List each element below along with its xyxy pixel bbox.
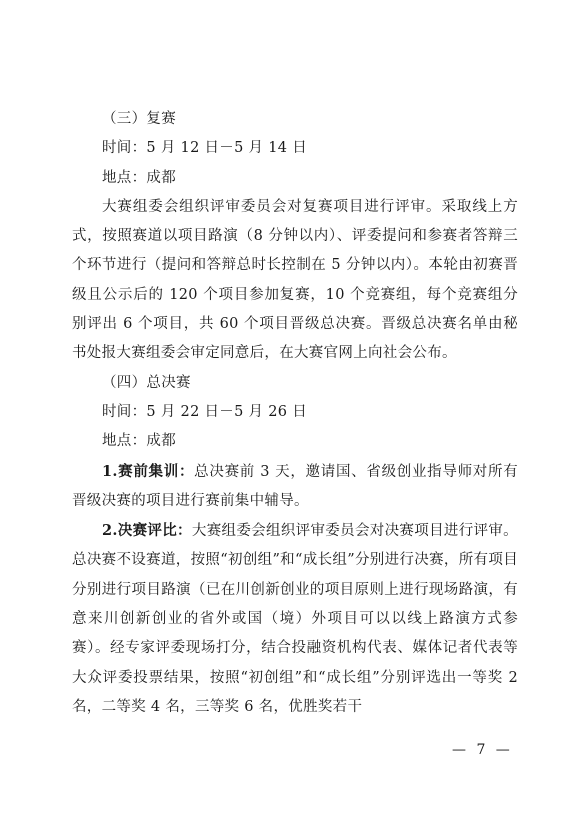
pre-training-text: 总决赛前 3 天，邀请国、省级创业指导师对所有晋级决赛的项目进行赛前集中辅导。 [72,463,518,509]
pre-training-paragraph [72,457,518,517]
pre-training-label: 1.赛前集训： [102,462,195,480]
final-location: 地点：成都 [102,433,176,450]
rematch-paragraph: 大赛组委会组织评审委员会对复赛项目进行评审。采取线上方式，按照赛道以项目路演（8 分钟以内）、评委提问和参赛者答辩三个环节进行（提问和答辩总时长控制在 5 分钟以内）。本轮由初赛晋级且公示后的 120 个项目参加复赛，10 个竞赛组，每个竞赛组分别评出 6 个项目，共 60 个项目晋级总决赛。晋级总决赛名单由秘书处报大赛组委会审定同意后，在大赛官网上向社会公布。 [72,198,518,362]
page-content [72,105,518,722]
final-judging-text: 大赛组委会组织评审委员会对决赛项目进行评审。总决赛不设赛道，按照“初创组”和“成长组”分别进行决赛，所有项目分别进行项目路演（已在川创新创业的项目原则上进行现场路演，有意来川创新创业的省外或国（境）外项目可以以线上路演方式参赛）。经专家评委现场打分，结合投融资机构代表、媒体记者代表等大众评委投票结果，按照“初创组”和“成长组”分别评选出一等奖 2 名，二等奖 4 名，三等奖 6 名，优胜奖若干 [72,523,518,715]
final-judging-label: 2.决赛评比： [102,522,192,540]
final-judging-paragraph [72,516,518,722]
rematch-location: 地点：成都 [102,169,176,186]
page-number: — 7 — [452,742,513,758]
section-heading-rematch: （三）复赛 [102,111,176,127]
final-time: 时间：5 月 22 日－5 月 26 日 [102,403,308,420]
rematch-time: 时间：5 月 12 日－5 月 14 日 [102,140,308,157]
section-heading-final: （四）总决赛 [102,374,191,391]
